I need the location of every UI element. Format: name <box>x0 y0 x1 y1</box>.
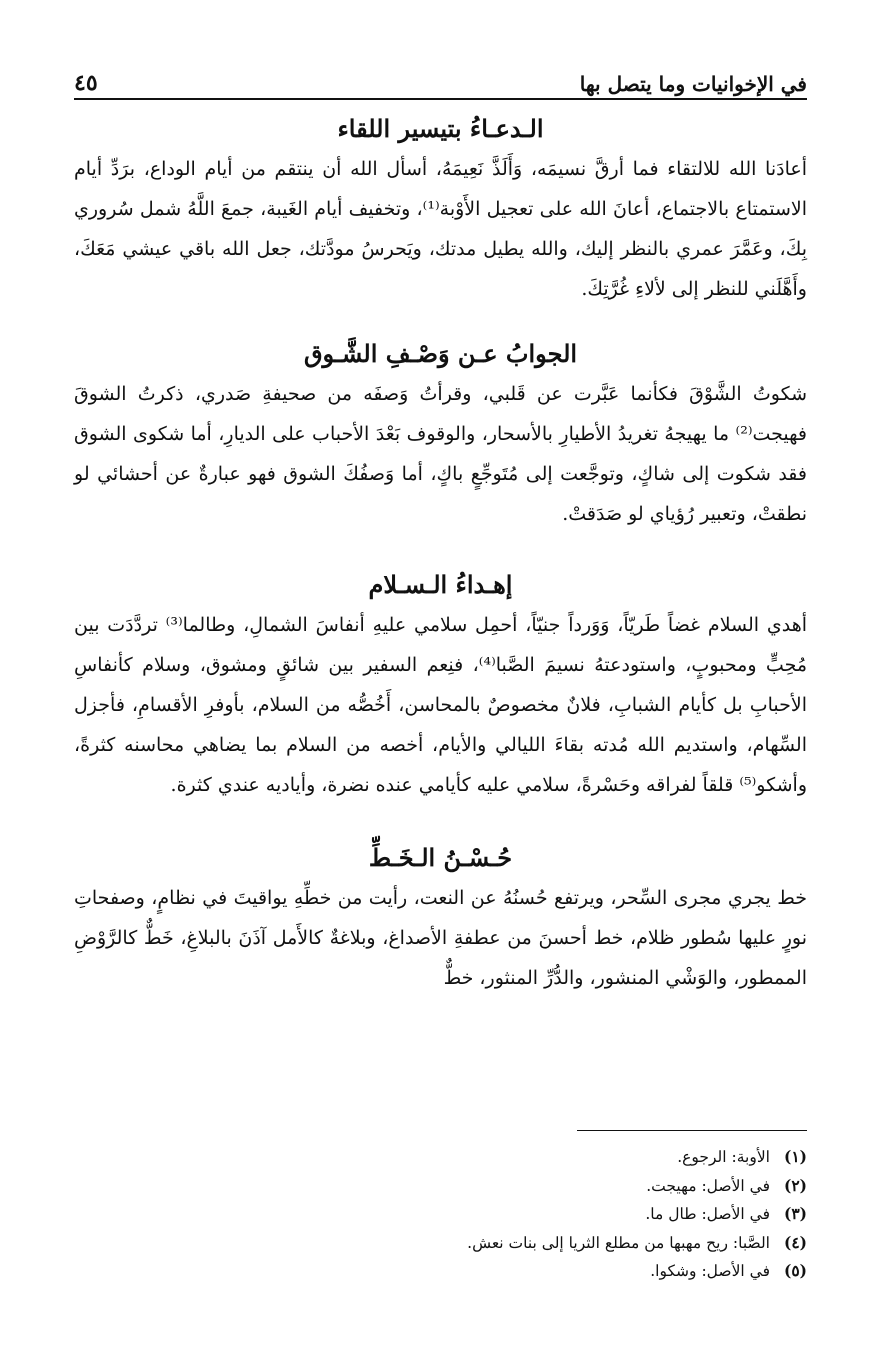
section-sending-greetings <box>74 564 807 805</box>
header-rule <box>74 98 807 100</box>
footnote-text: في الأصل: وشكوا. <box>650 1262 770 1280</box>
page-number: ٤٥ <box>74 70 98 96</box>
section-heading: حُـسْـنُ الـخَـطِّ <box>368 843 513 872</box>
footnote-number: (٣) <box>783 1204 807 1223</box>
footnote-number: (٢) <box>783 1175 807 1195</box>
footnote-text: في الأصل: مهيجت. <box>646 1176 770 1195</box>
footnote-separator <box>577 1130 807 1131</box>
footnotes-list <box>74 1143 807 1286</box>
footnote <box>74 1229 807 1258</box>
section-paragraph: أهدي السلام غضاً طَريّاً، وَوَرداً جنيّاً، أحمِل سلامي عليهِ أنفاسَ الشمالِ، وطالما⁽³⁾ تردَّدَت بين مُحِبٍّ ومحبوبٍ، واستودعتهُ نسيمَ الصَّبا⁽⁴⁾، فنِعم السفير بين شائقٍ ومشوق، وسلام كأنفاسِ الأحبابِ بل كأيام الشبابِ، فلانٌ مخصوصٌ بالمحاسن، أَخُصُّه من السلام، بأوفرِ الأقسامِ، فأجزل السِّهام، واستديم الله مُدته بقاءَ الليالي والأيام، أخصه من السلام بما يضاهي محاسنه كثرةً، وأشكو⁽⁵⁾ قلقاً لفراقه وحَسْرةً، سلامي عليه كأيامي عنده نضرة، وأياديه عندي كثرة. <box>74 614 808 796</box>
section-heading: الـدعـاءُ بتيسير اللقاء <box>337 114 544 143</box>
footnote <box>74 1200 807 1229</box>
footnote-text: الأوبة: الرجوع. <box>677 1148 770 1166</box>
section-heading: إهـداءُ الـسـلام <box>368 570 513 599</box>
footnote-text: الصَّبا: ريح مهبها من مطلع الثريا إلى بنات نعش. <box>467 1233 770 1252</box>
footnote <box>74 1143 807 1172</box>
section-prayer-for-meeting <box>74 112 807 309</box>
footnote <box>74 1172 807 1201</box>
section-paragraph: أعادَنا الله للالتقاء فما أرقَّ نسيمَه، وَأَلَذَّ نَعِيمَهُ، أسأل الله أن ينتقم من أيام الوداع، برَدِّ أيام الاستمتاع بالاجتماع، أعانَ الله على تعجيل الأَوْبة⁽¹⁾، وتخفيف أيام الغَيبة، جمعَ اللَّهُ شمل سُروري بِكَ، وعَمَّرَ عمري بالنظر إليك، والله يطيل مدتك، ويَحرسُ مودَّتك، جعل الله باقي عيشي مَعَكَ، وأَهَّلَني للنظر إلى لألاءِ غُرَّتِكَ. <box>74 158 808 300</box>
running-header <box>74 58 807 96</box>
section-paragraph: خط يجري مجرى السِّحر، ويرتفع حُسنُهُ عن النعت، رأيت من خطِّهِ يواقيتَ في نظامٍ، وصفحاتِ نورٍ عليها سُطور ظلام، خط أحسنَ من عطفةِ الأصداغ، وبلاغةٌ كالأَمل آذَنَ بالبلاغِ، خَطٌّ كالرَّوْضِ الممطور، والوَشْي المنشور، والدُّرِّ المنثور، خطٌّ <box>74 887 807 989</box>
footnote <box>74 1257 807 1286</box>
footnote-number: (٤) <box>783 1232 807 1252</box>
footnote-text: في الأصل: طال ما. <box>645 1205 770 1223</box>
footnote-number: (١) <box>783 1147 807 1166</box>
section-good-handwriting <box>74 837 807 998</box>
section-paragraph: شكوتُ الشَّوْقَ فكأنما عَبَّرت عن قَلبي، وقرأتُ وَصفَه من صحيفةِ صَدري، ذكرتُ الشوقَ فهيجت⁽²⁾ ما يهيجهُ تغريدُ الأطيارِ بالأسحار، والوقوف بَعْدَ الأحباب على الديارِ، أما شكوى الشوق فقد شكوت إلى شاكٍ، وتوجَّعت إلى مُتَوجِّعٍ باكٍ، أما وَصفُكَ الشوق فهو عبارةٌ عن أحشائي لو نطقتْ، وتعبير رُؤياي لو صَدَقتْ. <box>74 383 807 525</box>
footnote-number: (٥) <box>783 1261 807 1280</box>
section-reply-longing <box>74 333 807 534</box>
main-text <box>74 112 807 998</box>
section-heading: الجوابُ عـن وَصْـفِ الشَّـوق <box>303 339 578 368</box>
running-title: في الإخوانيات وما يتصل بها <box>579 72 807 96</box>
